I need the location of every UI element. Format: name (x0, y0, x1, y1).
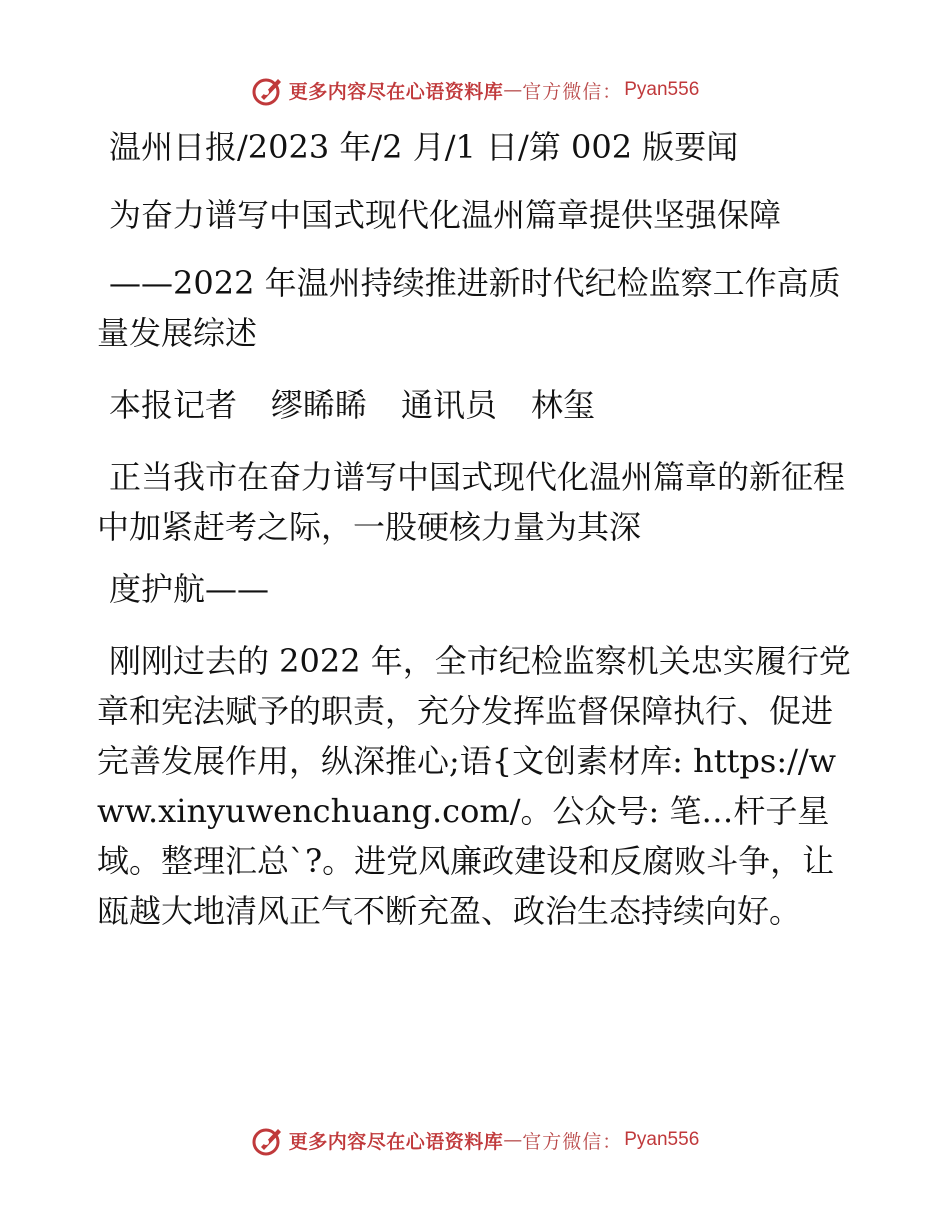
banner-brand-text: 更多内容尽在心语资料库 (288, 1130, 504, 1153)
article-source-line: 温州日报/2023 年/2 月/1 日/第 002 版要闻 (109, 128, 739, 166)
banner-brand-text: 更多内容尽在心语资料库 (288, 80, 504, 103)
article-paragraph-3-text: 刚刚过去的 2022 年，全市纪检监察机关忠实履行党章和宪法赋予的职责，充分发挥监督保障执行、促进完善发展作用，纵深推心;语{文创素材库: https://www.xinyuwenchuang.com/。公众号: 笔…杆子星域。整理汇总`?。进党风廉政建设和反腐败斗争，让瓯越大地清风正气不断充盈、政治生态持续向好。 (97, 642, 851, 930)
banner-wechat-label: 官方微信： (522, 80, 623, 103)
article-body (97, 122, 857, 958)
pen-logo-icon (251, 1123, 285, 1157)
article-byline (97, 380, 857, 430)
reporter-name: 缪睎睎 (271, 386, 368, 424)
reporter-label: 本报记者 (109, 386, 238, 424)
footer-watermark-banner (0, 1120, 950, 1160)
article-paragraph-1-text: 正当我市在奋力谱写中国式现代化温州篇章的新征程中加紧赶考之际，一股硬核力量为其深 (97, 458, 846, 546)
banner-separator: — (503, 79, 523, 101)
article-subtitle (97, 258, 857, 358)
article-paragraph-3 (97, 636, 857, 936)
article-paragraph-2: 度护航—— (109, 570, 270, 608)
banner-wechat-id: Pyan556 (624, 1129, 700, 1150)
article-headline: 为奋力谱写中国式现代化温州篇章提供坚强保障 (109, 196, 782, 234)
banner-wechat-label: 官方微信： (522, 1130, 623, 1153)
article-paragraph-1 (97, 452, 857, 552)
correspondent-label: 通讯员 (401, 386, 498, 424)
pen-logo-icon (251, 73, 285, 107)
correspondent-name: 林玺 (531, 386, 596, 424)
header-watermark-banner (0, 70, 950, 110)
banner-wechat-id: Pyan556 (624, 79, 700, 100)
banner-separator: — (503, 1129, 523, 1151)
article-subtitle-text: ——2022 年温州持续推进新时代纪检监察工作高质量发展综述 (97, 264, 841, 352)
